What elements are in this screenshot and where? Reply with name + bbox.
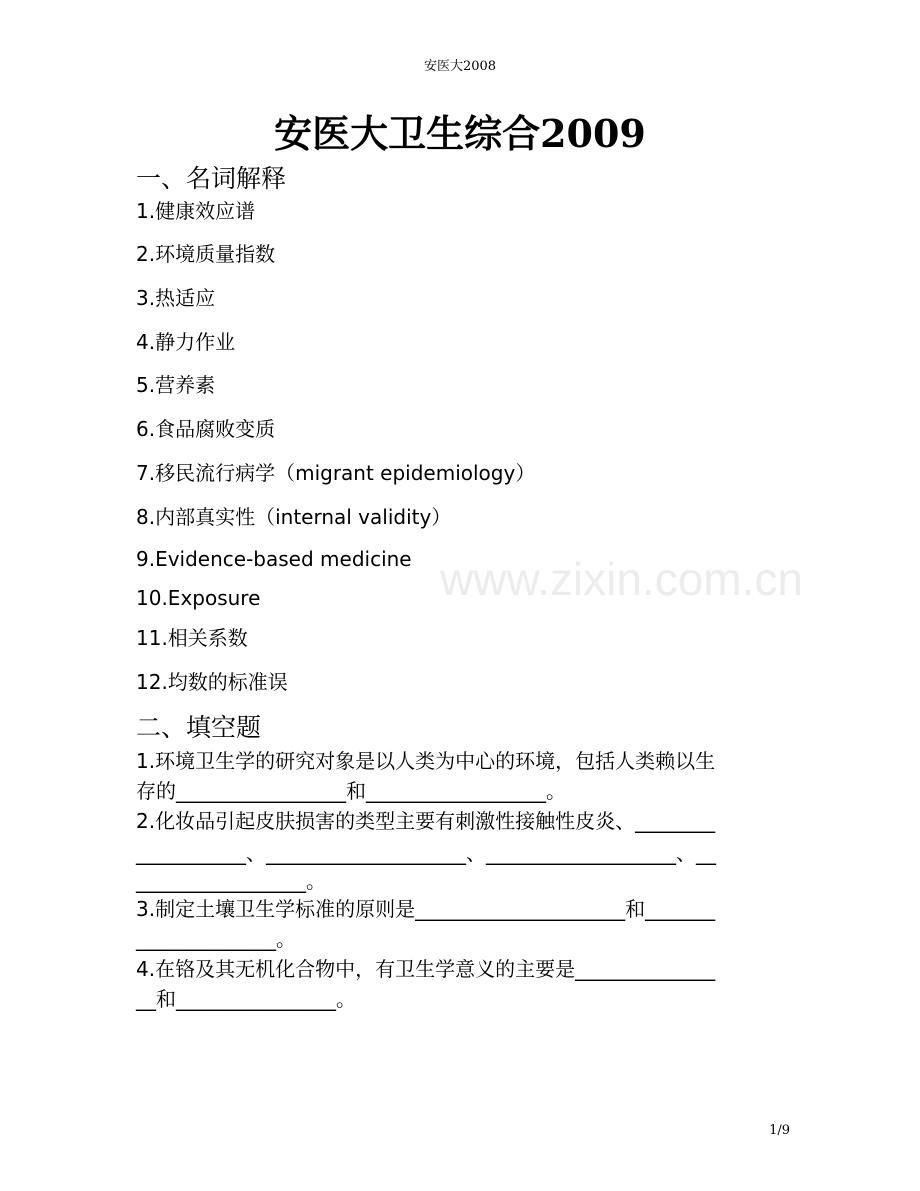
watermark: www.zixin.com.cn [440, 553, 803, 605]
term-item: 8.内部真实性（internal validity） [136, 505, 452, 529]
running-header: 安医大2008 [423, 59, 497, 74]
question-line: _________________。 [136, 869, 326, 893]
page-number: 1/9 [769, 1123, 790, 1138]
question-line: __和________________。 [136, 987, 356, 1011]
document-title: 安医大卫生综合2009 [274, 111, 646, 156]
term-item: 2.环境质量指数 [136, 242, 276, 266]
term-item: 11.相关系数 [136, 626, 248, 650]
question-line: ___________、____________________、___________________、__ [136, 841, 716, 865]
term-item: 7.移民流行病学（migrant epidemiology） [136, 461, 536, 485]
term-item: 5.营养素 [136, 373, 216, 397]
term-item: 6.食品腐败变质 [136, 417, 276, 441]
section-heading-fill-in: 二、填空题 [136, 713, 262, 742]
term-item: 9.Evidence-based medicine [136, 547, 412, 571]
question-line: 1.环境卫生学的研究对象是以人类为中心的环境，包括人类赖以生 [136, 749, 716, 773]
section-heading-terms: 一、名词解释 [136, 164, 287, 193]
question-line: 2.化妆品引起皮肤损害的类型主要有刺激性接触性皮炎、________ [136, 809, 716, 833]
question-line: 存的_________________和__________________。 [136, 779, 566, 803]
term-item: 12.均数的标准误 [136, 670, 288, 694]
question-line: ______________。 [136, 927, 296, 951]
question-line: 4.在铬及其无机化合物中，有卫生学意义的主要是______________ [136, 957, 716, 981]
term-item: 4.静力作业 [136, 330, 236, 354]
term-item: 10.Exposure [136, 586, 261, 610]
term-item: 1.健康效应谱 [136, 199, 256, 223]
question-line: 3.制定土壤卫生学标准的原则是_____________________和_______ [136, 897, 716, 921]
term-item: 3.热适应 [136, 286, 216, 310]
